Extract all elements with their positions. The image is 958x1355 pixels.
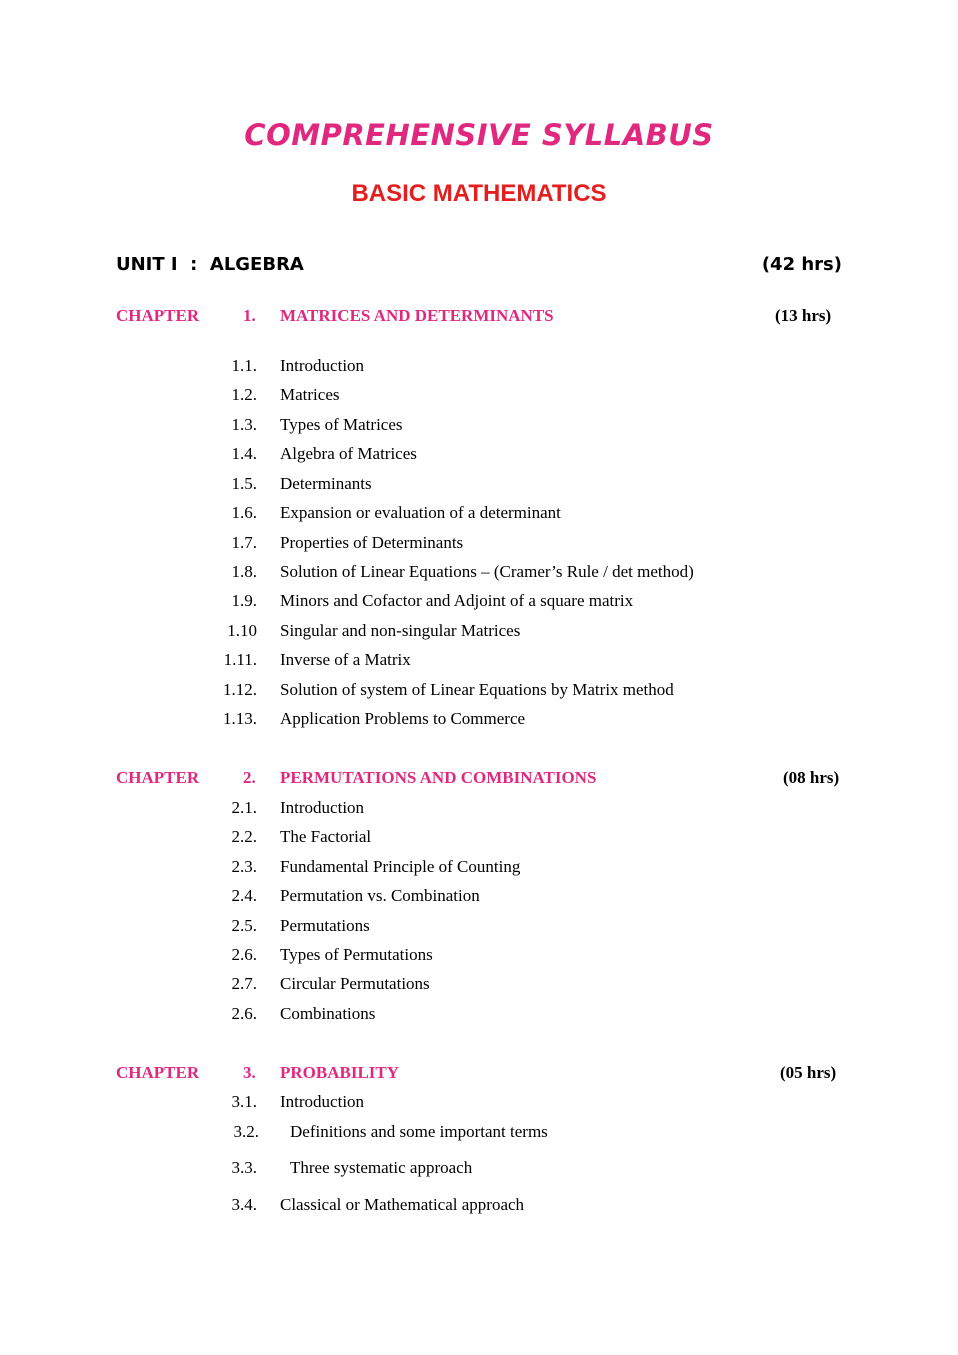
list-item: 2.1. Introduction xyxy=(231,798,365,817)
chapter-hours: (13 hrs) xyxy=(775,306,832,325)
chapter-label: CHAPTER xyxy=(116,306,200,325)
list-item: 2.6. Types of Permutations xyxy=(231,945,433,964)
chapter-number: 1. xyxy=(243,306,256,325)
unit-label: UNIT I : ALGEBRA xyxy=(116,254,304,275)
list-item: 2.2. The Factorial xyxy=(231,827,372,846)
chapter-hours: (05 hrs) xyxy=(780,1063,837,1082)
list-item: 1.2. Matrices xyxy=(231,385,340,404)
list-item: 3.1. Introduction xyxy=(231,1092,365,1111)
list-item: 1.5. Determinants xyxy=(231,474,372,493)
chapter-number: 2. xyxy=(243,768,256,787)
chapter-label: CHAPTER xyxy=(116,768,200,787)
list-item: 1.3. Types of Matrices xyxy=(231,415,403,434)
chapter-title: PROBABILITY xyxy=(280,1063,400,1082)
list-item: 3.3. Three systematic approach xyxy=(231,1158,473,1177)
chapter-3-header xyxy=(116,1063,842,1085)
list-item: 3.4. Classical or Mathematical approach xyxy=(231,1195,525,1214)
list-item: 3.2. Definitions and some important terms xyxy=(233,1122,548,1141)
list-item: 2.7. Circular Permutations xyxy=(231,974,430,993)
chapter-title: MATRICES AND DETERMINANTS xyxy=(280,306,554,325)
list-item: 1.7. Properties of Determinants xyxy=(231,533,464,552)
list-item: 1.11. Inverse of a Matrix xyxy=(223,650,411,669)
list-item: 1.9. Minors and Cofactor and Adjoint of a square matrix xyxy=(231,591,634,610)
chapter-title: PERMUTATIONS AND COMBINATIONS xyxy=(280,768,597,787)
list-item: 1.10 Singular and non-singular Matrices xyxy=(227,621,521,640)
page-subtitle: BASIC MATHEMATICS xyxy=(351,180,607,207)
chapter-number: 3. xyxy=(243,1063,256,1082)
list-item: 1.12. Solution of system of Linear Equations by Matrix method xyxy=(223,680,674,699)
list-item: 1.13. Application Problems to Commerce xyxy=(223,709,526,728)
chapter-label: CHAPTER xyxy=(116,1063,200,1082)
chapter-2-header xyxy=(116,768,842,790)
list-item: 1.4. Algebra of Matrices xyxy=(231,444,417,463)
page-title: COMPREHENSIVE SYLLABUS xyxy=(244,118,714,152)
chapter-hours: (08 hrs) xyxy=(783,768,840,787)
list-item: 2.4. Permutation vs. Combination xyxy=(231,886,480,905)
chapter-1-header xyxy=(116,306,842,328)
list-item: 2.6. Combinations xyxy=(231,1004,376,1023)
list-item: 1.1. Introduction xyxy=(231,356,365,375)
list-item: 2.5. Permutations xyxy=(231,916,370,935)
list-item: 1.6. Expansion or evaluation of a determinant xyxy=(231,503,561,522)
list-item: 1.8. Solution of Linear Equations – (Cramer’s Rule / det method) xyxy=(231,562,694,581)
unit-hours: (42 hrs) xyxy=(761,254,842,275)
list-item: 2.3. Fundamental Principle of Counting xyxy=(231,857,521,876)
unit-header xyxy=(116,254,842,275)
